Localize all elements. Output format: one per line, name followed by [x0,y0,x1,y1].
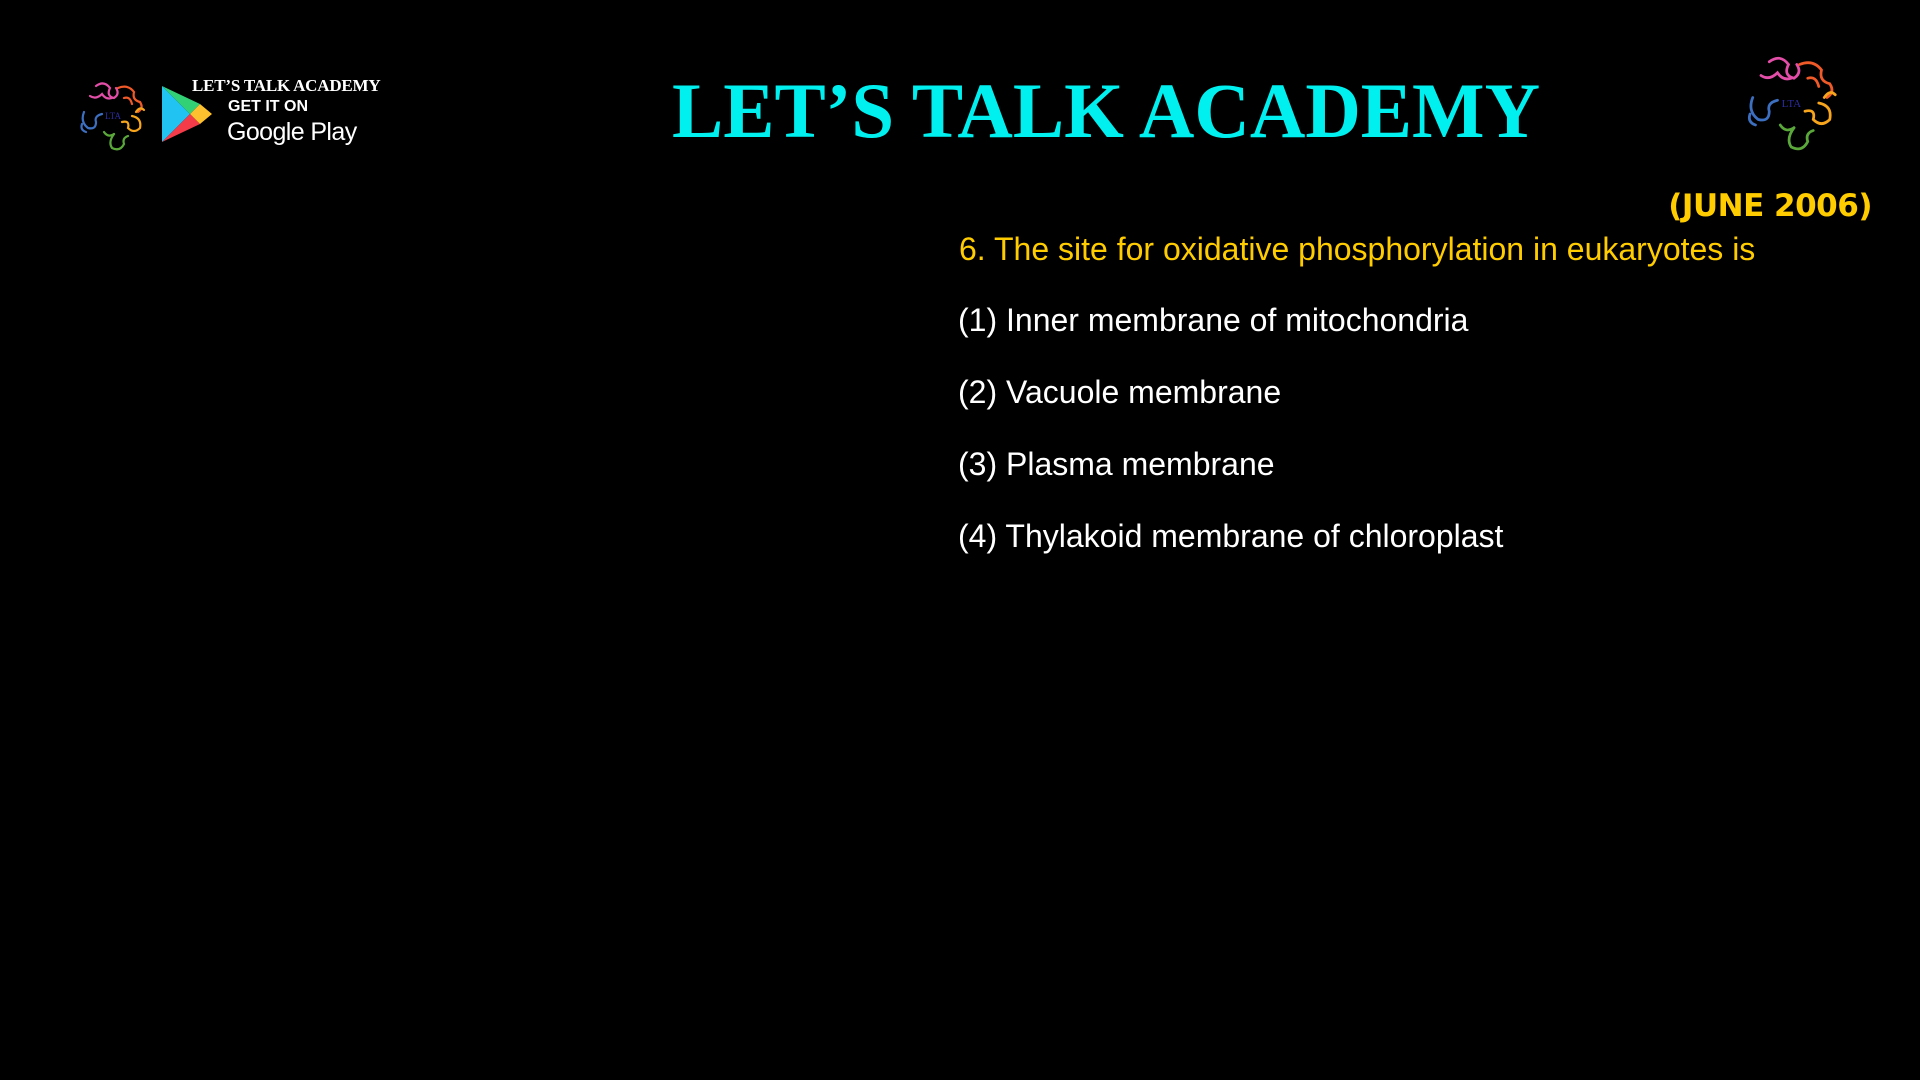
page-title: LET’S TALK ACADEMY [672,67,1541,154]
answer-option: (3) Plasma membrane [958,446,1275,482]
svg-text:LTA: LTA [1781,98,1802,111]
store-badge-google-play[interactable]: Google Play [227,118,357,146]
exam-tag: (JUNE 2006) [1668,188,1872,224]
answer-option: (2) Vacuole membrane [958,374,1282,410]
lta-logo-icon [74,76,154,156]
answer-options [958,298,1503,586]
lta-logo-icon [1738,48,1850,158]
answer-option: (4) Thylakoid membrane of chloroplast [958,518,1504,554]
answer-option: (1) Inner membrane of mitochondria [958,302,1469,338]
question-text: 6. The site for oxidative phosphorylation in eukaryotes is [959,231,1756,267]
store-badge-get-it-on[interactable]: GET IT ON [228,98,308,115]
store-badge-brand: LET’S TALK ACADEMY [192,76,381,95]
svg-text:LTA: LTA [105,111,121,121]
